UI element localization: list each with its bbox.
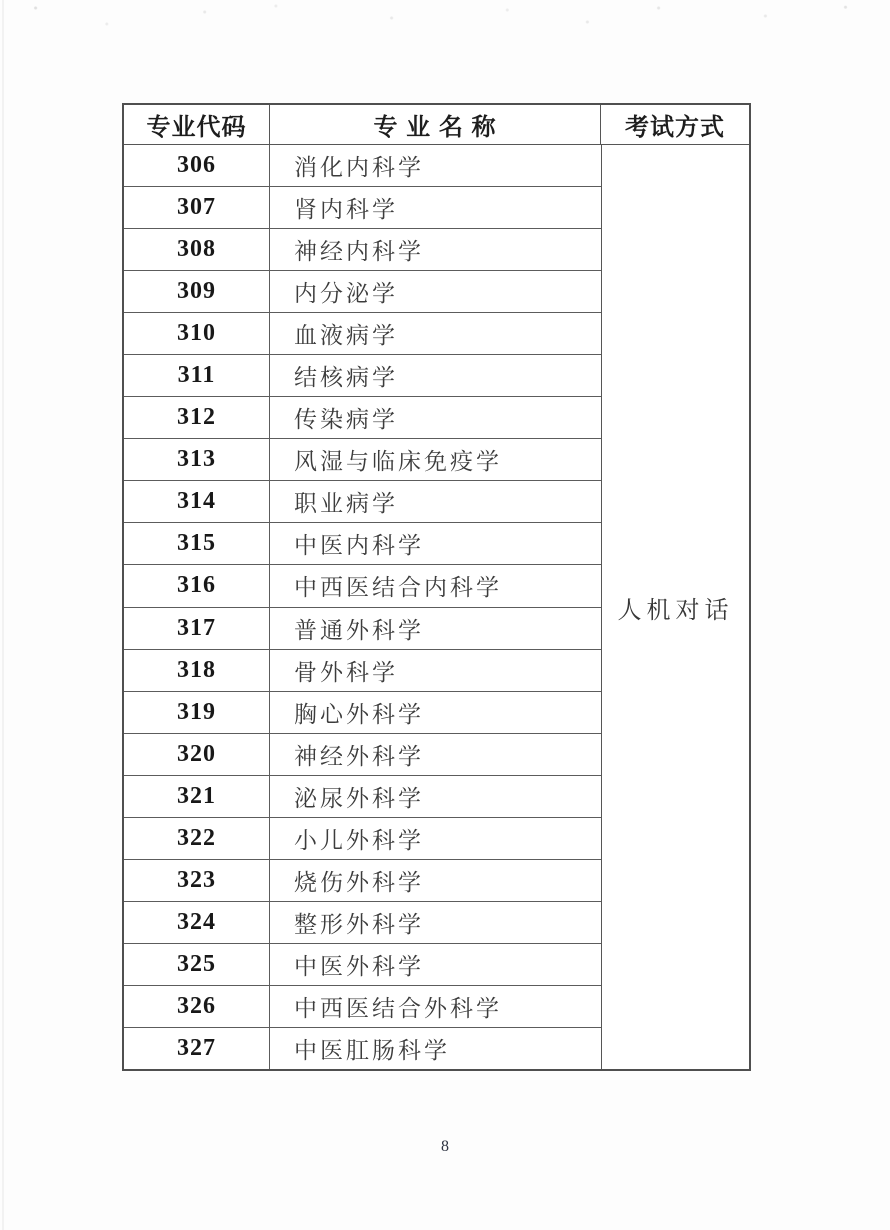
table-row [124, 229, 601, 271]
specialty-name-cell: 职业病学 [294, 491, 398, 517]
table-row [124, 145, 601, 187]
table-rows [124, 145, 602, 1069]
table-row [124, 650, 601, 692]
specialty-code-cell: 306 [124, 145, 270, 186]
specialty-name-cell: 传染病学 [294, 407, 398, 433]
specialty-name-cell: 胸心外科学 [294, 701, 424, 727]
specialty-name-cell: 神经外科学 [294, 743, 424, 769]
header-specialty-name: 专 业 名 称 [270, 105, 601, 144]
exam-method-merged-cell: 人机对话 [617, 597, 734, 624]
specialty-name-cell: 结核病学 [294, 365, 398, 391]
table-row [124, 608, 601, 650]
specialty-code-cell: 317 [124, 608, 270, 649]
specialty-code-cell: 318 [124, 650, 270, 691]
table-row [124, 1028, 601, 1069]
header-specialty-code: 专业代码 [124, 105, 270, 144]
scan-edge-artifact [2, 0, 4, 1230]
specialty-code-cell: 323 [124, 860, 270, 901]
specialty-code-cell: 310 [124, 313, 270, 354]
table-row [124, 397, 601, 439]
specialty-name-cell: 血液病学 [294, 323, 398, 349]
specialty-code-cell: 327 [124, 1028, 270, 1069]
specialty-code-cell: 308 [124, 229, 270, 270]
scan-noise-artifact [0, 0, 890, 40]
specialty-name-cell: 内分泌学 [294, 281, 398, 307]
specialty-code-cell: 325 [124, 944, 270, 985]
specialty-code-cell: 311 [124, 355, 270, 396]
specialty-code-cell: 321 [124, 776, 270, 817]
table-row [124, 565, 601, 607]
specialty-code-cell: 309 [124, 271, 270, 312]
specialty-code-cell: 314 [124, 481, 270, 522]
specialty-name-cell: 神经内科学 [294, 239, 424, 265]
specialty-code-cell: 326 [124, 986, 270, 1027]
specialty-name-cell: 烧伤外科学 [294, 869, 424, 895]
specialty-code-cell: 307 [124, 187, 270, 228]
table-row [124, 187, 601, 229]
specialty-name-cell: 泌尿外科学 [294, 785, 424, 811]
table-row [124, 860, 601, 902]
table-row [124, 818, 601, 860]
specialty-name-cell: 小儿外科学 [294, 827, 424, 853]
specialty-name-cell: 肾内科学 [294, 197, 398, 223]
table-row [124, 439, 601, 481]
table-row [124, 481, 601, 523]
specialty-code-cell: 324 [124, 902, 270, 943]
table-row [124, 271, 601, 313]
specialty-code-cell: 316 [124, 565, 270, 606]
specialty-code-cell: 315 [124, 523, 270, 564]
specialty-name-cell: 中医内科学 [294, 533, 424, 559]
header-exam-method: 考试方式 [625, 114, 725, 141]
table-row [124, 776, 601, 818]
specialty-name-cell: 中西医结合内科学 [294, 575, 502, 601]
specialty-code-cell: 319 [124, 692, 270, 733]
specialty-name-cell: 中医外科学 [294, 953, 424, 979]
table-row [124, 355, 601, 397]
specialty-code-table [122, 103, 751, 1071]
specialty-code-cell: 320 [124, 734, 270, 775]
table-row [124, 986, 601, 1028]
table-row [124, 944, 601, 986]
table-row [124, 692, 601, 734]
specialty-name-cell: 中西医结合外科学 [294, 995, 502, 1021]
table-row [124, 734, 601, 776]
specialty-name-cell: 普通外科学 [294, 617, 424, 643]
table-row [124, 902, 601, 944]
table-row [124, 313, 601, 355]
table-row [124, 523, 601, 565]
table-body [124, 145, 749, 1069]
specialty-name-cell: 风湿与临床免疫学 [294, 449, 502, 475]
specialty-name-cell: 消化内科学 [294, 155, 424, 181]
specialty-name-cell: 整形外科学 [294, 911, 424, 937]
specialty-name-cell: 中医肛肠科学 [294, 1038, 450, 1063]
page-number: 8 [441, 1138, 449, 1155]
specialty-name-cell: 骨外科学 [294, 659, 398, 685]
specialty-code-cell: 312 [124, 397, 270, 438]
specialty-code-cell: 313 [124, 439, 270, 480]
specialty-code-cell: 322 [124, 818, 270, 859]
table-header-row [124, 105, 749, 145]
